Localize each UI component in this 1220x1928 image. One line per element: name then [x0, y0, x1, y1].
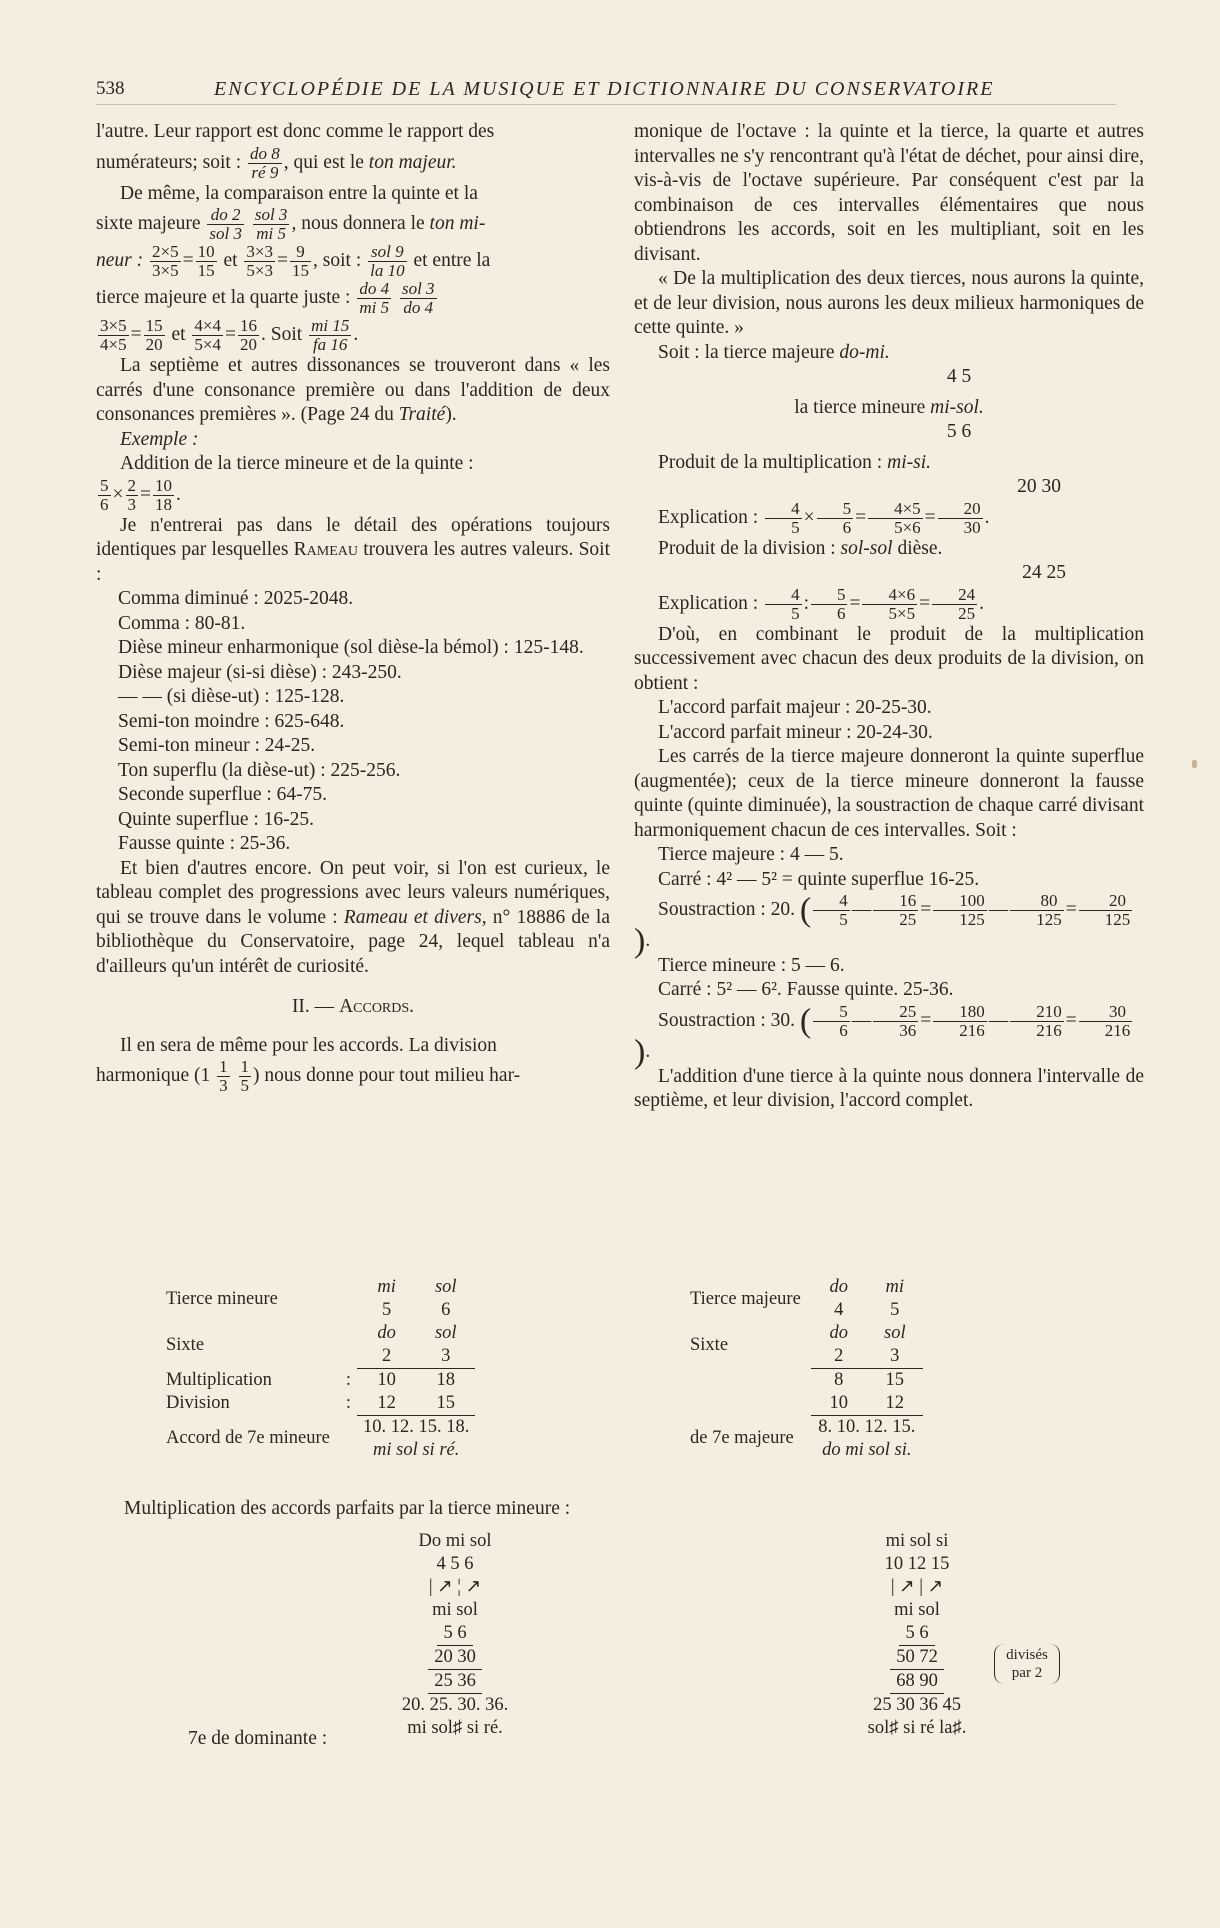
fraction: $\frac{3\times 5}{4\times 5}$ — [100, 316, 127, 354]
fraction: $\frac{\text{sol 9}}{la 10}$ — [370, 242, 405, 280]
list-item: Quinte superflue : 16-25. — [118, 808, 315, 830]
fraction: $\frac{\text{sol 3}}{mi 5}$ — [254, 205, 288, 243]
fraction: $\frac{do 2}{\text{sol 3}}$ — [209, 205, 242, 243]
list-item: Seconde superflue : 64-75. — [118, 784, 328, 805]
fraction: $\frac{10}{18}$ — [155, 475, 172, 514]
fraction: $\frac{80}{125}$ — [1010, 892, 1064, 929]
fraction: $\frac{2\times 5}{3\times 5}$ — [152, 242, 179, 280]
fraction: $\frac{4\times 4}{5\times 4}$ — [194, 316, 222, 354]
table-row: 10 12 — [829, 1393, 905, 1413]
table-row: Multiplication : 10 18 — [160, 1369, 475, 1393]
paragraph: Les carrés de la tierce majeure donneront la quinte superflue (augmentée); ceux de la tierce mineure donneront la fausse quinte (quinte diminuée), la soustraction de chaque carré divisant harmoniquement chacun de ces intervalles. Soit : — [634, 746, 1144, 841]
paragraph: La septième et autres dissonances se trouveront dans « les carrés d'une consonance première ou dans l'addition de deux consonances premières ». (Page 24 du Traité). — [96, 355, 610, 425]
paragraph: l'autre. Leur rapport est donc comme le rapport des — [96, 121, 495, 142]
paragraph: L'addition d'une tierce à la quinte nous donnera l'intervalle de septième, et leur division, l'accord complet. — [634, 1065, 1144, 1112]
list-item: Dièse mineur enharmonique (sol dièse-la bémol) : 125-148. — [118, 637, 584, 658]
list-item: Ton superflu (la dièse-ut) : 225-256. — [118, 759, 401, 781]
paragraph: « De la multiplication des deux tierces, nous aurons la quinte, et de leur division, nous aurons les deux milieux harmoniques de cette quinte. » — [634, 268, 1144, 338]
fraction: $\frac{5}{6}$ — [100, 475, 109, 514]
list-item: Comma diminué : 2025-2048. — [118, 588, 354, 609]
fraction: $\frac{16}{20}$ — [240, 316, 258, 354]
list-item: — — (si dièse-ut) : 125-128. — [118, 686, 345, 707]
mult-heading: Multiplication des accords parfaits par la tierce mineure : — [124, 1498, 571, 1519]
fraction: $\frac{4}{5}$ — [765, 586, 802, 623]
paragraph: monique de l'octave : la quinte et la tierce, la quarte et autres intervalles ne s'y rencontrant qu'à l'état de déchet, pour ainsi dire, vis-à-vis de l'octave supérieure. Par conséquent c'est par la combinaison de ces intervalles élémentaires que nous obtiendrons les accords, soit en les multipliant, soit en les divisant. — [634, 121, 1144, 265]
fraction: $\frac{5}{6}$ — [817, 500, 854, 537]
equation-line: Produit de la multiplication : mi-si. — [658, 451, 931, 473]
table-row: Accord de 7e mineure 10. 12. 15. 18. — [160, 1416, 475, 1440]
paragraph: Tierce majeure : 4 — 5. — [658, 844, 844, 865]
paragraph: L'accord parfait majeur : 20-25-30. — [658, 697, 932, 718]
fraction: $\frac{1}{3}$ — [219, 1057, 228, 1095]
paragraph: Il en sera de même pour les accords. La division — [120, 1034, 497, 1056]
paragraph: Carré : 4² — 5² = quinte superflue 16-25. — [658, 868, 980, 890]
equation-line: $\frac{3\times 5}{4\times 5}$ = $\frac{15}{20}$ et $\frac{4\times 4}{5\times 4}$ = $\frac{16}{20}$ . Soit $\frac{mi 15}{fa 16}$ . — [100, 316, 359, 354]
example-label: Exemple : — [120, 428, 199, 450]
equation-line: sixte majeure $\frac{do 2}{\text{sol 3}}$ $\frac{\text{sol 3}}{mi 5}$ , nous donnera le ton mi- — [96, 205, 486, 243]
fraction: $\frac{3\times 3}{5\times 3}$ — [246, 242, 274, 280]
fraction: $\frac{4\times 6}{5\times 5}$ — [862, 586, 917, 623]
equation-line: la tierce mineure mi-sol. — [794, 396, 984, 418]
interval-numbers: 5 6 — [946, 421, 972, 442]
fraction: $\frac{do 4}{mi 5}$ — [359, 279, 390, 317]
interval-numbers: 4 5 — [946, 366, 972, 387]
fraction: $\frac{15}{20}$ — [145, 316, 163, 354]
equation-line: $\frac{5}{6}$ × $\frac{2}{3}$ = $\frac{10}{18}$ . — [100, 475, 181, 514]
table-row: 4 5 — [834, 1300, 900, 1320]
fraction: $\frac{10}{15}$ — [197, 242, 215, 280]
table-row: Division : 12 15 — [166, 1393, 456, 1414]
fraction: $\frac{\text{sol 3}}{do 4}$ — [401, 279, 435, 317]
table-row: 8 15 — [684, 1369, 923, 1393]
interval-numbers: 24 25 — [1022, 562, 1066, 583]
fraction: $\frac{4\times 5}{5\times 6}$ — [868, 500, 923, 537]
equation-line: Explication : $\frac{4}{5}$ : $\frac{5}{6}$ = $\frac{4\times 6}{5\times 5}$ = $\frac{24}{25}$ . — [658, 584, 984, 623]
paragraph: Je n'entrerai pas dans le détail des opérations toujours identiques par lesquelles Rameau trouvera les autres valeurs. Soit : — [96, 514, 611, 585]
equation-line: tierce majeure et la quarte juste : $\frac{do 4}{mi 5}$ $\frac{\text{sol 3}}{do 4}$ — [96, 279, 435, 317]
chord-mult-block-right: mi sol si 10 12 15 | ↗ | ↗ mi sol 5 6 50 72 68 90 25 30 36 45 sol♯ si ré la♯. — [867, 1531, 967, 1738]
equation-line: Explication : $\frac{4}{5}$ × $\frac{5}{6}$ = $\frac{4\times 5}{5\times 6}$ = $\frac{20}{30}$ . — [658, 498, 990, 537]
chord-table-minor — [160, 1276, 475, 1462]
fraction: $\frac{100}{125}$ — [933, 892, 987, 929]
paragraph: Carré : 5² — 6². Fausse quinte. 25-36. — [658, 979, 954, 1001]
fraction: $\frac{9}{15}$ — [292, 242, 310, 280]
running-header — [96, 78, 1116, 105]
interval-numbers: 20 30 — [1017, 476, 1061, 497]
section-heading: II. — Accords. — [291, 996, 415, 1017]
fraction: $\frac{4}{5}$ — [765, 500, 802, 537]
fraction: $\frac{5}{6}$ — [813, 1003, 850, 1040]
right-column — [634, 120, 1144, 1114]
table-row: Sixte do sol — [166, 1323, 457, 1355]
left-column — [96, 120, 610, 1095]
fraction: $\frac{5}{6}$ — [811, 586, 848, 623]
interval-list — [96, 587, 610, 857]
equation-line: harmonique (1 $\frac{1}{3}$ $\frac{1}{5}$ ) nous donne pour tout milieu har- — [96, 1057, 521, 1095]
paragraph: D'où, en combinant le produit de la multiplication successivement avec chacun des deux produits de la division, on obtient : — [634, 623, 1144, 694]
divided-note: divisés par 2 — [994, 1644, 1060, 1684]
table-row: mi sol si ré. — [373, 1440, 460, 1460]
table-row: Sixte do sol — [690, 1323, 906, 1355]
fraction: $\frac{4}{5}$ — [813, 892, 850, 929]
fraction: $\frac{24}{25}$ — [932, 586, 977, 623]
table-row: 2 3 — [381, 1346, 451, 1366]
table-row: 2 3 — [834, 1346, 900, 1366]
table-row: de 7e majeure 8. 10. 12. 15. — [684, 1416, 923, 1440]
paragraph: L'accord parfait mineur : 20-24-30. — [658, 721, 933, 743]
chord-table-major — [684, 1276, 923, 1462]
paragraph: Tierce mineure : 5 — 6. — [658, 954, 845, 976]
list-item: Dièse majeur (si-si dièse) : 243-250. — [118, 661, 402, 683]
equation-line: Soit : la tierce majeure do-mi. — [658, 341, 890, 363]
equation-line: Soustraction : 30. ( $\frac{5}{6}$ — $\frac{25}{36}$ = $\frac{180}{216}$ — $\frac{210}{216}$ = $\frac{30}{216}$ ). — [634, 1001, 1131, 1071]
fraction: $\frac{25}{36}$ — [873, 1003, 918, 1040]
fraction: $\frac{210}{216}$ — [1010, 1003, 1064, 1040]
table-row: Tierce mineure mi sol — [166, 1277, 457, 1309]
dominant-label: 7e de dominante : — [188, 1728, 328, 1749]
list-item: Fausse quinte : 25-36. — [118, 833, 291, 854]
chord-mult-block-left: Do mi sol 4 5 6 | ↗ ¦ ↗ mi sol 5 6 20 30 25 36 20. 25. 30. 36. mi sol♯ si ré. — [401, 1531, 509, 1738]
fraction: $\frac{20}{30}$ — [938, 500, 983, 537]
equation-line: Soustraction : 20. ( $\frac{4}{5}$ — $\frac{16}{25}$ = $\frac{100}{125}$ — $\frac{80}{125}$ = $\frac{20}{125}$ ). — [634, 891, 1131, 960]
list-item: Semi-ton moindre : 625-648. — [118, 710, 345, 732]
fraction: $\frac{mi 15}{fa 16}$ — [311, 316, 350, 354]
running-title: ENCYCLOPÉDIE DE LA MUSIQUE ET DICTIONNAIRE DU CONSERVATOIRE — [214, 78, 995, 100]
paragraph: Addition de la tierce mineure et de la quinte : — [120, 453, 474, 474]
fraction: $\frac{16}{25}$ — [873, 892, 918, 929]
equation-line: neur : $\frac{2\times 5}{3\times 5}$ = $\frac{10}{15}$ et $\frac{3\times 3}{5\times 3}$ = $\frac{9}{15}$ , soit : $\frac{\text{sol 9}}{la 10}$ et entre la — [96, 242, 491, 280]
paragraph: Et bien d'autres encore. On peut voir, si l'on est curieux, le tableau complet des progressions avec leurs valeurs numériques, qui se trouve dans le volume : Rameau et divers, n° 18886 de la bibliothèque du Conservatoire, page 24, lequel tableau n'a d'ailleurs qu'un intérêt de curiosité. — [96, 857, 611, 977]
list-item: Comma : 80-81. — [118, 612, 246, 634]
margin-mark — [1192, 760, 1197, 768]
table-row: do mi sol si. — [822, 1440, 912, 1460]
table-row: 5 6 — [381, 1300, 451, 1320]
equation-line: numérateurs; soit : $\frac{do 8}{ré 9}$ , qui est le ton majeur. — [96, 143, 457, 182]
fraction: $\frac{1}{5}$ — [240, 1057, 250, 1095]
equation-line: Produit de la division : sol-sol dièse. — [658, 537, 943, 559]
table-row: Tierce majeure do mi — [690, 1277, 905, 1309]
paragraph: De même, la comparaison entre la quinte et la — [120, 182, 478, 204]
fraction: $\frac{2}{3}$ — [127, 475, 136, 514]
fraction: $\frac{30}{216}$ — [1079, 1003, 1133, 1040]
fraction: $\frac{20}{125}$ — [1079, 892, 1133, 929]
list-item: Semi-ton mineur : 24-25. — [118, 735, 316, 756]
fraction: $\frac{do 8}{ré 9}$ — [250, 143, 280, 182]
page-number: 538 — [96, 78, 125, 99]
fraction: $\frac{180}{216}$ — [933, 1003, 987, 1040]
